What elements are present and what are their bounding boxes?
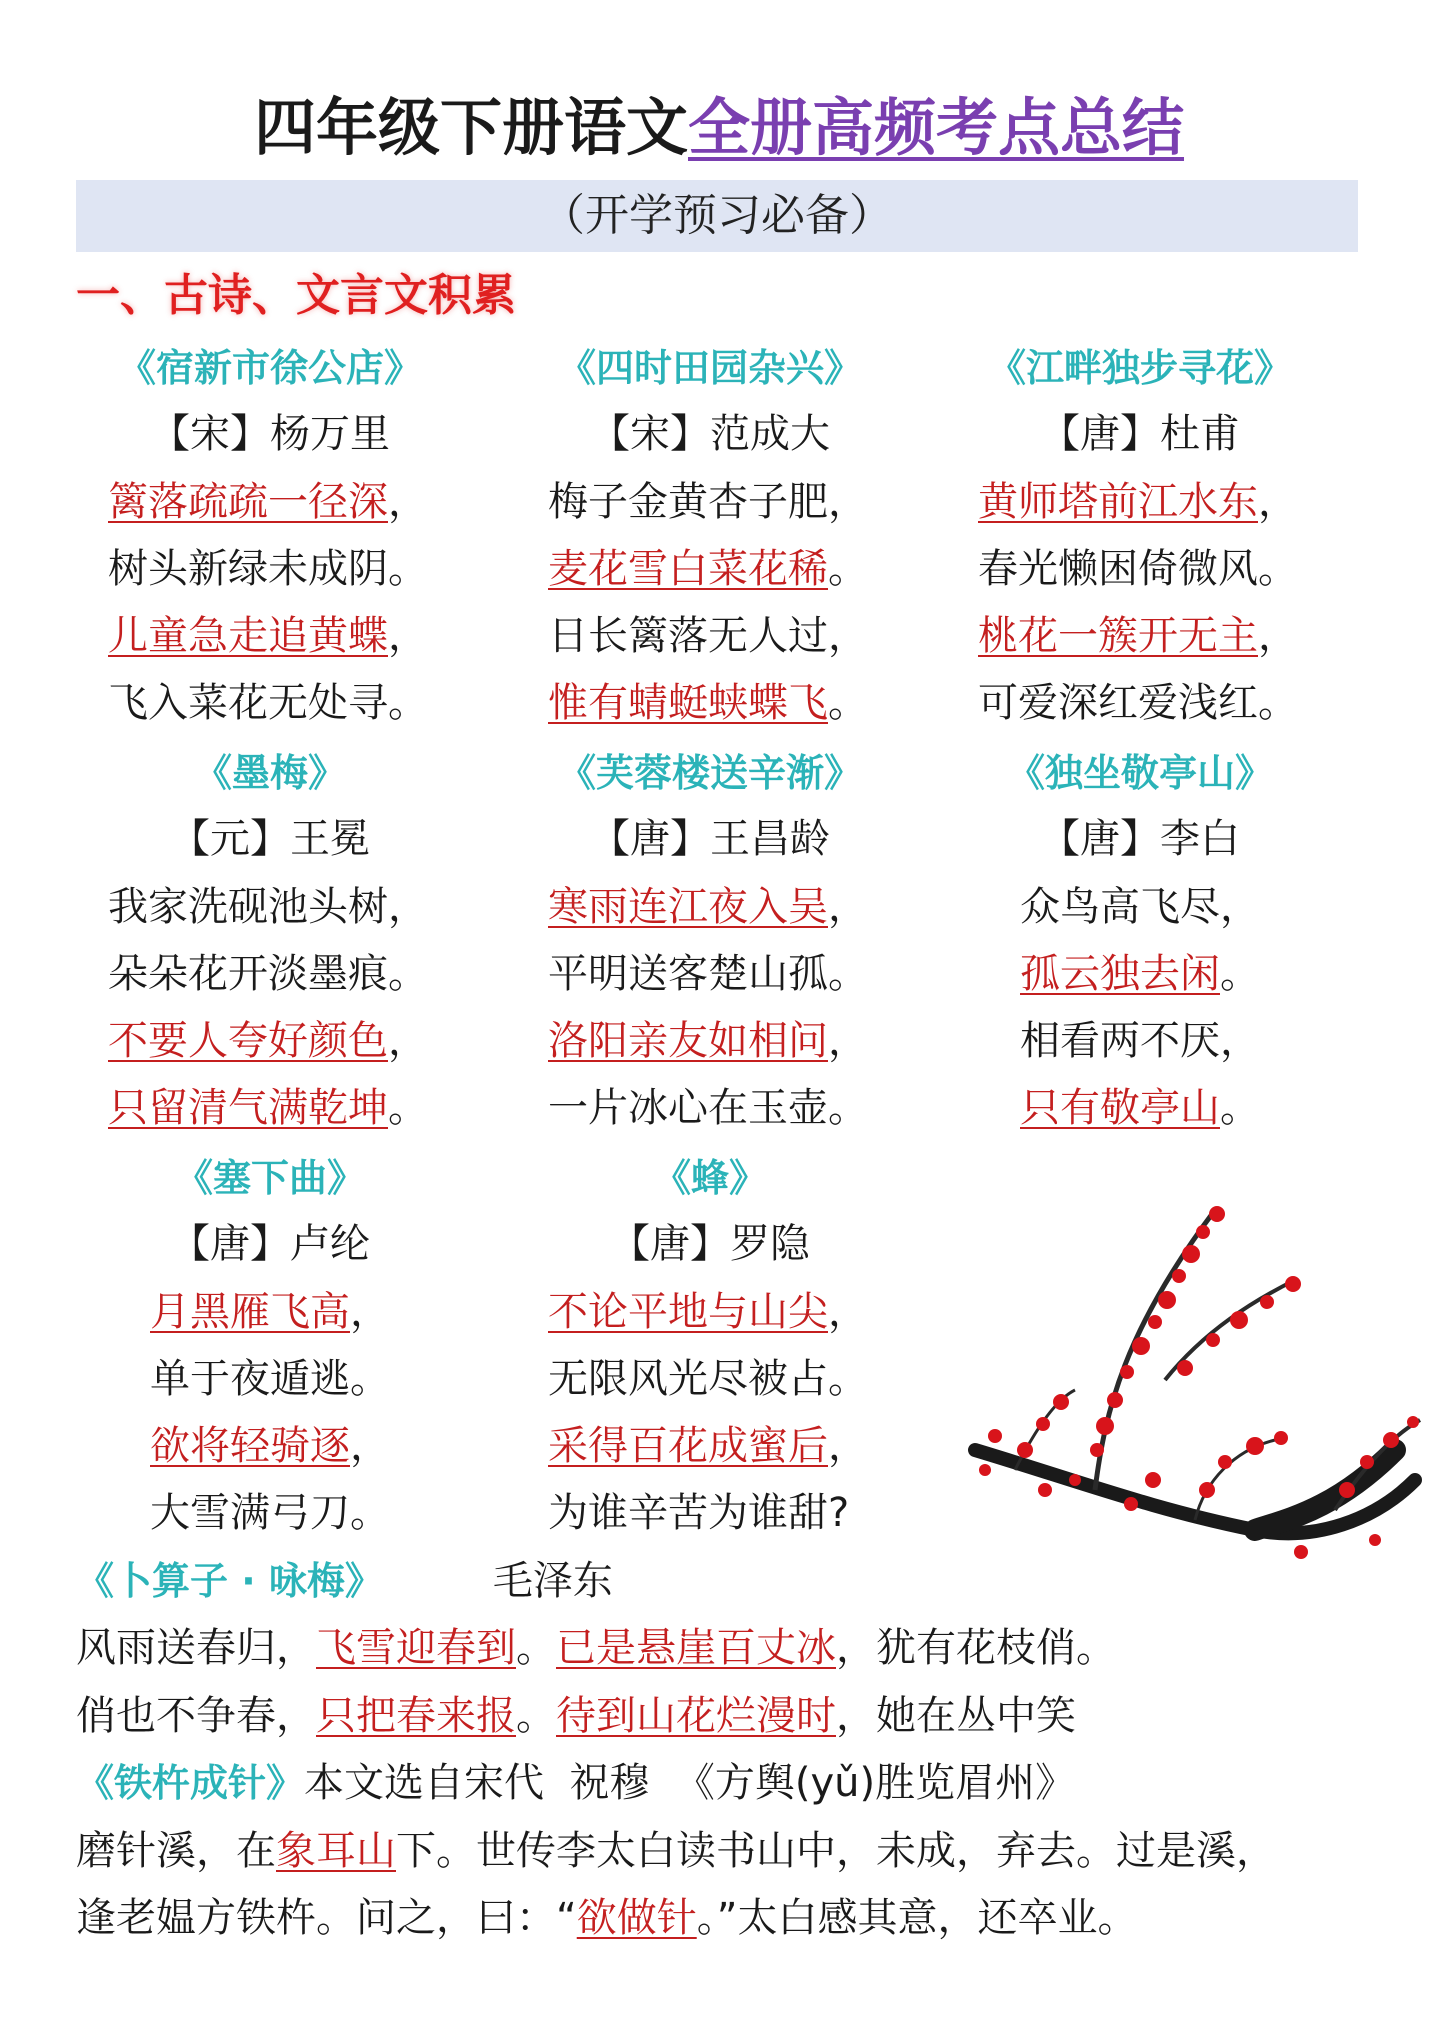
punctuation: 。: [828, 680, 868, 726]
tczz-heading-row: [76, 1755, 1075, 1811]
punctuation: ，: [828, 1289, 868, 1335]
tczz-line-2: [76, 1890, 1137, 1946]
section-heading: 一、古诗、文言文积累: [76, 270, 516, 321]
poem-author: 【元】王冕: [170, 816, 370, 862]
poem-block: [920, 745, 1360, 1147]
poem-line: [920, 946, 1360, 1013]
poem-line: [920, 1080, 1360, 1147]
poem-line: 为谁辛苦为谁甜?: [548, 1490, 850, 1536]
poem-author: 【宋】范成大: [590, 411, 830, 457]
key-phrase: 不论平地与山尖: [548, 1289, 828, 1335]
text-segment: ，她在丛中笑: [836, 1693, 1076, 1739]
text-segment: 。”太白感其意，还卒业。: [696, 1895, 1138, 1941]
poem-line: [490, 675, 930, 742]
key-phrase: 孤云独去闲: [1020, 951, 1220, 997]
punctuation: ，: [1258, 479, 1298, 525]
key-phrase: 黄师塔前江水东: [978, 479, 1258, 525]
poem-block: [490, 1150, 930, 1552]
poem-line: 大雪满弓刀。: [150, 1490, 390, 1536]
poem-line: [50, 474, 490, 541]
punctuation: ，: [828, 884, 868, 930]
text-segment: 。: [516, 1693, 556, 1739]
poem-line: 日长篱落无人过，: [548, 613, 868, 659]
poem-line: [920, 474, 1360, 541]
poem-line: [490, 1418, 930, 1485]
punctuation: ，: [1258, 613, 1298, 659]
key-phrase: 惟有蜻蜓蛱蝶飞: [548, 680, 828, 726]
poem-title: 《江畔独步寻花》: [987, 346, 1292, 390]
punctuation: 。: [828, 546, 868, 592]
text-segment: 逢老媪方铁杵。问之，曰：“: [76, 1895, 577, 1941]
poem-title: 《芙蓉楼送辛渐》: [557, 751, 862, 795]
key-phrase: 飞雪迎春到: [316, 1625, 516, 1671]
poem-line: 无限风光尽被占。: [548, 1356, 868, 1402]
poem-author: 【唐】罗隐: [610, 1221, 810, 1267]
tczz-title: 《铁杵成针》: [76, 1761, 305, 1805]
poem-title: 《塞下曲》: [174, 1156, 365, 1200]
poem-line: 朵朵花开淡墨痕。: [108, 951, 428, 997]
poem-author: 【唐】卢纶: [170, 1221, 370, 1267]
key-phrase: 象耳山: [276, 1828, 396, 1874]
poem-block: [490, 745, 930, 1147]
poem-line: [490, 879, 930, 946]
poem-block: [920, 340, 1360, 742]
text-segment: ，犹有花枝俏。: [836, 1625, 1116, 1671]
poem-author: 【唐】王昌龄: [590, 816, 830, 862]
title-highlight: 全册高频考点总结: [688, 91, 1185, 164]
title-main: 四年级下册语文: [253, 91, 688, 164]
punctuation: ，: [388, 613, 428, 659]
poem-line: 梅子金黄杏子肥，: [548, 479, 868, 525]
poem-line: 春光懒困倚微风。: [978, 546, 1298, 592]
poem-line: [920, 608, 1360, 675]
key-phrase: 只有敬亭山: [1020, 1085, 1220, 1131]
poem-block: [50, 745, 490, 1147]
key-phrase: 只把春来报: [316, 1693, 516, 1739]
punctuation: 。: [1220, 1085, 1260, 1131]
key-phrase: 桃花一簇开无主: [978, 613, 1258, 659]
key-phrase: 待到山花烂漫时: [556, 1693, 836, 1739]
key-phrase: 只留清气满乾坤: [108, 1085, 388, 1131]
poem-block: [490, 340, 930, 742]
poem-line: 众鸟高飞尽，: [1020, 884, 1260, 930]
poem-line: 飞入菜花无处寻。: [108, 680, 428, 726]
poem-block: [50, 340, 490, 742]
text-segment: 。: [516, 1625, 556, 1671]
poem-title: 《四时田园杂兴》: [557, 346, 862, 390]
poem-title: 《宿新市徐公店》: [117, 346, 422, 390]
poem-line: [50, 608, 490, 675]
punctuation: 。: [1220, 951, 1260, 997]
punctuation: ，: [828, 1423, 868, 1469]
key-phrase: 儿童急走追黄蝶: [108, 613, 388, 659]
poem-line: 平明送客楚山孤。: [548, 951, 868, 997]
tczz-source: 本文选自宋代 祝穆 《方舆(yǔ)胜览眉州》: [304, 1760, 1076, 1806]
poem-title: 《墨梅》: [193, 751, 346, 795]
subtitle: （开学预习必备）: [541, 190, 893, 241]
plum-blossom-illustration: [955, 1150, 1425, 1570]
key-phrase: 洛阳亲友如相问: [548, 1018, 828, 1064]
page-title: [0, 88, 1438, 168]
key-phrase: 采得百花成蜜后: [548, 1423, 828, 1469]
text-segment: 风雨送春归，: [76, 1625, 316, 1671]
poem-line: [490, 1284, 930, 1351]
key-phrase: 篱落疏疏一径深: [108, 479, 388, 525]
poem-line: 树头新绿未成阴。: [108, 546, 428, 592]
poem-line: 单于夜遁逃。: [150, 1356, 390, 1402]
key-phrase: 欲将轻骑逐: [150, 1423, 350, 1469]
poem-line: [490, 1013, 930, 1080]
punctuation: ，: [828, 1018, 868, 1064]
bsz-author: 毛泽东: [492, 1558, 613, 1604]
key-phrase: 欲做针: [576, 1895, 697, 1941]
poem-title: 《独坐敬亭山》: [1006, 751, 1273, 795]
key-phrase: 麦花雪白菜花稀: [548, 546, 828, 592]
poem-line: [50, 1080, 490, 1147]
poem-author: 【唐】李白: [1040, 816, 1240, 862]
punctuation: ，: [388, 479, 428, 525]
punctuation: ，: [350, 1289, 390, 1335]
poem-line: 相看两不厌，: [1020, 1018, 1260, 1064]
text-segment: 下。世传李太白读书山中，未成，弃去。过是溪，: [396, 1828, 1276, 1874]
poem-line: 我家洗砚池头树，: [108, 884, 428, 930]
key-phrase: 寒雨连江夜入吴: [548, 884, 828, 930]
text-segment: 磨针溪，在: [76, 1828, 276, 1874]
poem-title: 《蜂》: [652, 1156, 767, 1200]
bsz-title: 《卜算子 · 咏梅》: [76, 1559, 383, 1603]
key-phrase: 不要人夸好颜色: [108, 1018, 388, 1064]
bsz-heading-row: [76, 1553, 613, 1609]
poem-line: [50, 1284, 490, 1351]
poem-block: [50, 1150, 490, 1552]
poem-line: 一片冰心在玉壶。: [548, 1085, 868, 1131]
key-phrase: 月黑雁飞高: [150, 1289, 350, 1335]
key-phrase: 已是悬崖百丈冰: [556, 1625, 836, 1671]
punctuation: ，: [350, 1423, 390, 1469]
tczz-line-1: [76, 1823, 1276, 1879]
poem-line: [50, 1418, 490, 1485]
poem-line: [490, 541, 930, 608]
punctuation: 。: [388, 1085, 428, 1131]
bsz-line-2: [76, 1688, 1076, 1744]
poem-line: [50, 1013, 490, 1080]
punctuation: ，: [388, 1018, 428, 1064]
poem-author: 【宋】杨万里: [150, 411, 390, 457]
poem-line: 可爱深红爱浅红。: [978, 680, 1298, 726]
subtitle-bar: [76, 180, 1358, 252]
text-segment: 俏也不争春，: [76, 1693, 316, 1739]
bsz-line-1: [76, 1620, 1116, 1676]
poem-author: 【唐】杜甫: [1040, 411, 1240, 457]
